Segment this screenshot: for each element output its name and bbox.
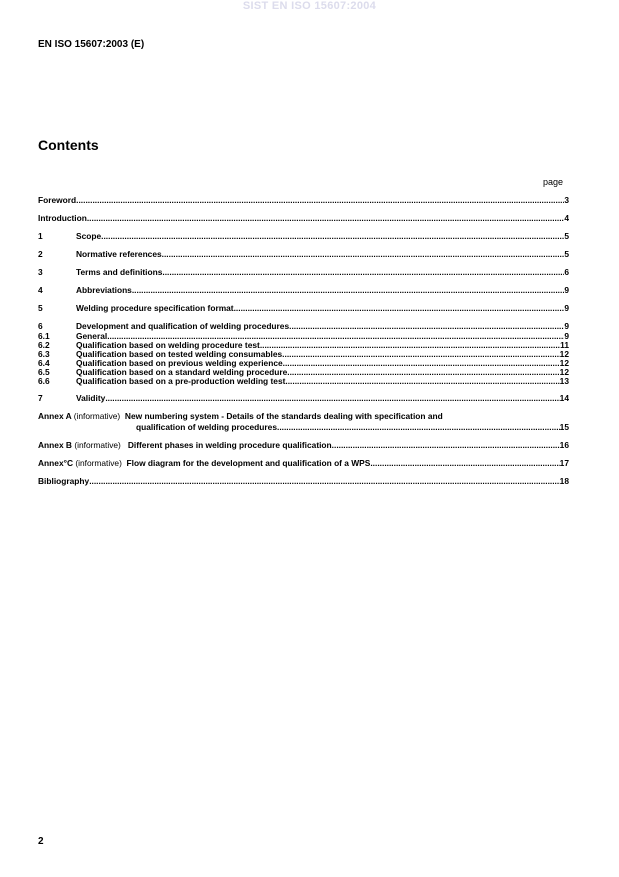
toc-number: 3	[38, 267, 43, 277]
toc-number: 6.3	[38, 349, 50, 359]
toc-page: 13	[559, 376, 569, 386]
leader-dots	[260, 341, 560, 350]
leader-dots	[289, 321, 564, 332]
toc-page: 17	[559, 458, 569, 468]
leader-dots	[282, 350, 560, 359]
toc-title: Qualification based on a standard welding procedure	[76, 367, 288, 377]
toc-page: 9	[564, 285, 569, 295]
toc-number: 6.5	[38, 367, 50, 377]
toc-title: Qualification based on previous welding experience	[76, 358, 283, 368]
toc-number: 5	[38, 303, 43, 313]
toc-title: General	[76, 331, 108, 341]
watermark: SIST EN ISO 15607:2004	[242, 0, 377, 12]
toc-page: 15	[559, 422, 569, 432]
toc-page: 3	[564, 195, 569, 205]
toc-title: Development and qualification of welding procedures	[76, 321, 290, 331]
annex-title: Flow diagram for the development and qualification of a WPS	[126, 458, 371, 468]
toc-page: 12	[559, 349, 569, 359]
toc-entry-pre-production-test[interactable]	[38, 377, 569, 386]
leader-dots	[105, 393, 559, 404]
leader-dots	[162, 249, 565, 260]
toc-title: Qualification based on welding procedure test	[76, 340, 260, 350]
annex-title: New numbering system - Details of the standards dealing with specification and	[124, 411, 443, 421]
toc-entry-normative-references[interactable]	[38, 249, 569, 260]
toc-entry-bibliography[interactable]	[38, 476, 569, 487]
toc-number: 1	[38, 231, 43, 241]
leader-dots	[132, 285, 564, 296]
toc-title: Abbreviations	[76, 285, 132, 295]
toc-page: 16	[559, 440, 569, 450]
toc-title: Welding procedure specification format	[76, 303, 234, 313]
leader-dots	[370, 458, 559, 469]
leader-dots	[101, 231, 564, 242]
toc-page: 5	[564, 231, 569, 241]
toc-entry-terms-and-definitions[interactable]	[38, 267, 569, 278]
annex-title-continued: qualification of welding procedures	[136, 422, 277, 432]
leader-dots	[332, 440, 560, 451]
toc-number: 6.1	[38, 331, 50, 341]
toc-title: Foreword	[38, 195, 77, 205]
annex-type: (informative)	[73, 411, 121, 421]
toc-title: Scope	[76, 231, 102, 241]
toc-number: 2	[38, 249, 43, 259]
toc-entry-wps-format[interactable]	[38, 303, 569, 314]
annex-type: (informative)	[75, 458, 122, 468]
toc-number: 4	[38, 285, 43, 295]
toc-page: 18	[559, 476, 569, 486]
toc-title: Introduction	[38, 213, 87, 223]
toc-page: 9	[564, 303, 569, 313]
leader-dots	[283, 359, 560, 368]
toc-title: Qualification based on tested welding consumables	[76, 349, 283, 359]
toc-title	[38, 440, 332, 451]
toc-title: Validity	[76, 393, 106, 403]
toc-entry-validity[interactable]	[38, 393, 569, 404]
annex-type: (informative)	[74, 440, 121, 450]
toc-number: 6.2	[38, 340, 50, 350]
toc-page: 11	[560, 340, 569, 350]
toc-entry-development-qualification[interactable]	[38, 321, 569, 332]
toc-page: 12	[559, 358, 569, 368]
leader-dots	[162, 267, 564, 278]
toc-title: Terms and definitions	[76, 267, 163, 277]
leader-dots	[87, 213, 564, 224]
toc-page: 4	[564, 213, 569, 223]
toc-title: Bibliography	[38, 476, 90, 486]
leader-dots	[89, 476, 559, 487]
toc-title: Qualification based on a pre-production welding test	[76, 376, 286, 386]
annex-label: Annex A	[38, 411, 72, 421]
toc-page: 14	[559, 393, 569, 403]
toc-page: 9	[564, 321, 569, 331]
annex-label: Annex°C	[38, 458, 73, 468]
toc-title	[38, 458, 370, 469]
leader-dots	[277, 422, 560, 433]
page-number: 2	[38, 836, 44, 847]
toc-title: Normative references	[76, 249, 162, 259]
leader-dots	[76, 195, 564, 206]
toc-page: 5	[564, 249, 569, 259]
toc-page: 9	[564, 331, 569, 341]
toc-entry-annex-b[interactable]	[38, 440, 569, 451]
toc-entry-introduction[interactable]	[38, 213, 569, 224]
table-of-contents	[38, 195, 569, 487]
toc-entry-abbreviations[interactable]	[38, 285, 569, 296]
toc-entry-annex-a[interactable]	[38, 411, 569, 433]
toc-number: 7	[38, 393, 43, 403]
annex-label: Annex B	[38, 440, 72, 450]
leader-dots	[287, 368, 559, 377]
toc-page: 12	[559, 367, 569, 377]
toc-entry-foreword[interactable]	[38, 195, 569, 206]
annex-title: Different phases in welding procedure qualification	[127, 440, 332, 450]
toc-number: 6.6	[38, 376, 50, 386]
page-title: Contents	[38, 137, 99, 153]
toc-number: 6	[38, 321, 43, 331]
toc-title	[38, 411, 443, 422]
leader-dots	[234, 303, 565, 314]
page-column-label: page	[543, 177, 564, 187]
toc-entry-scope[interactable]	[38, 231, 569, 242]
leader-dots	[285, 377, 559, 386]
toc-number: 6.4	[38, 358, 50, 368]
document-id: EN ISO 15607:2003 (E)	[38, 39, 145, 50]
toc-entry-annex-c[interactable]	[38, 458, 569, 469]
toc-page: 6	[564, 267, 569, 277]
